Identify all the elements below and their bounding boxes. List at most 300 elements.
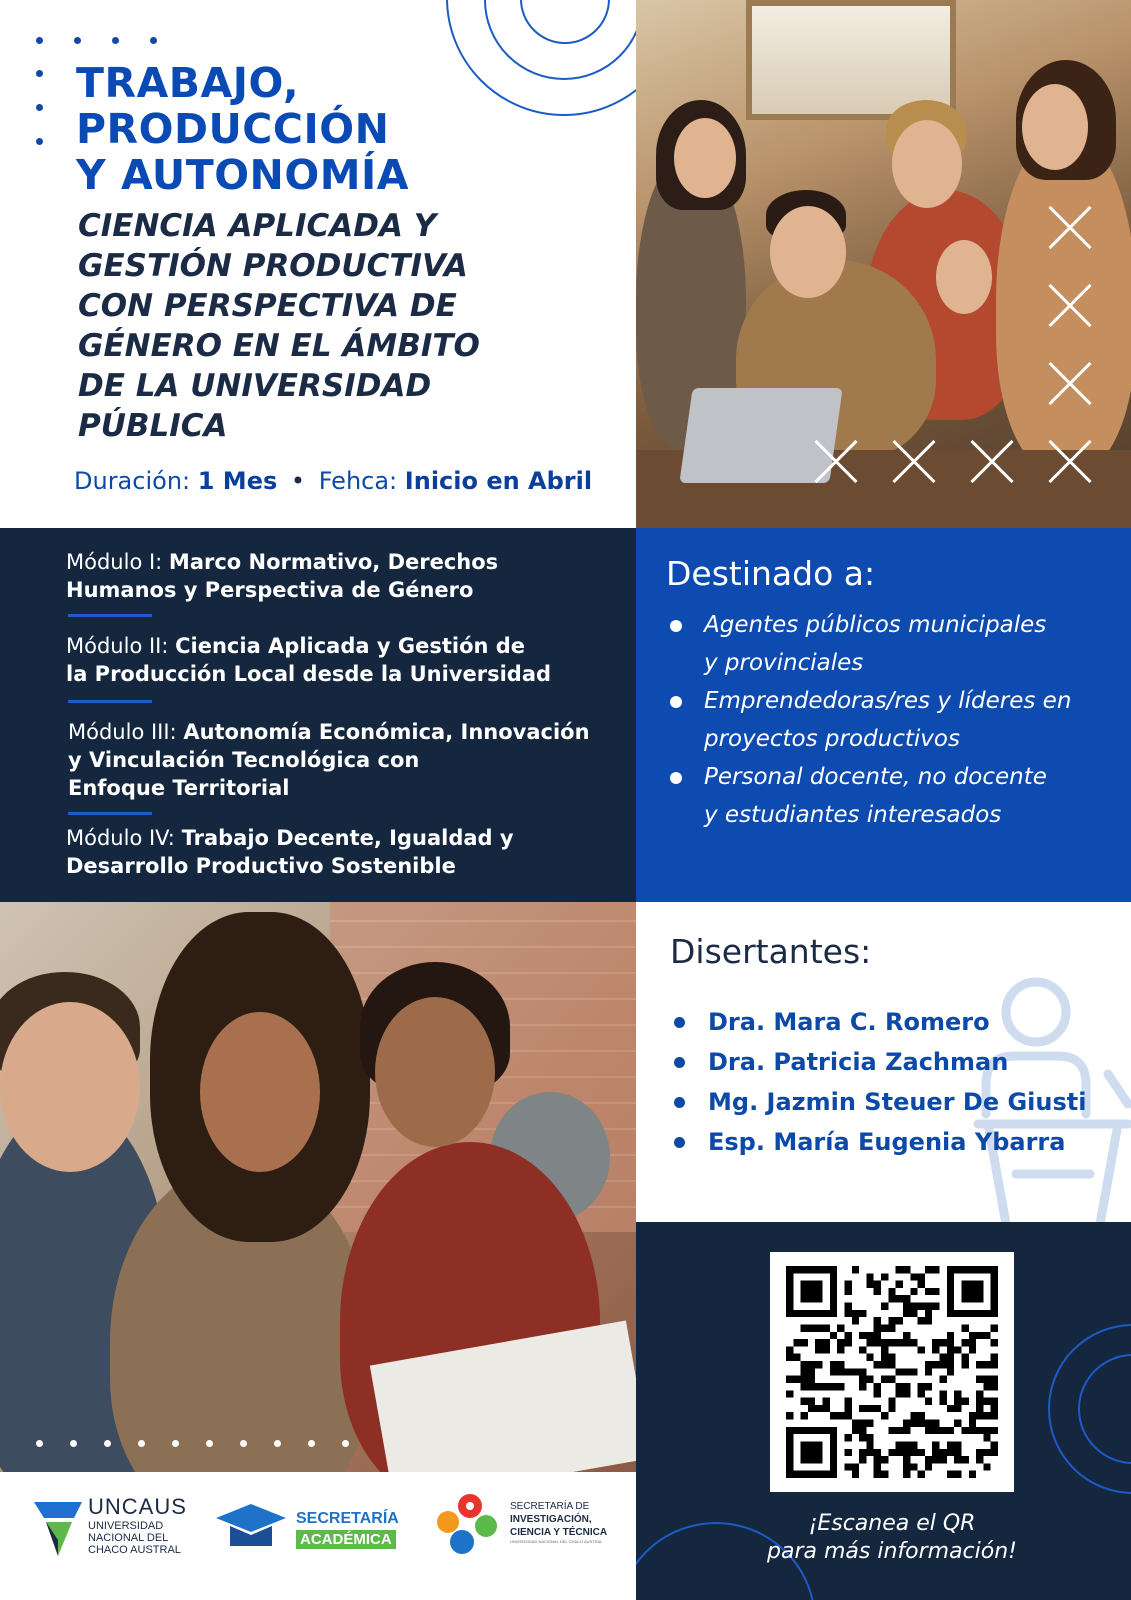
decor-dot (150, 37, 157, 44)
qr-module (991, 1441, 998, 1448)
qr-module (976, 1405, 983, 1412)
uncaus-subtitle: UNIVERSIDAD (88, 1520, 164, 1532)
qr-module (969, 1471, 976, 1478)
qr-module (940, 1390, 947, 1397)
decor-dot (70, 1440, 77, 1447)
qr-module (910, 1449, 917, 1456)
audience-line: Emprendedoras/res y líderes en (704, 688, 1072, 714)
qr-module (852, 1471, 859, 1478)
qr-module (844, 1281, 851, 1288)
qr-module (983, 1449, 990, 1456)
qr-module (903, 1339, 910, 1346)
qr-module (881, 1361, 888, 1368)
qr-module (866, 1332, 873, 1339)
qr-module (874, 1317, 881, 1324)
qr-module (844, 1368, 851, 1375)
decor-dot (206, 1440, 213, 1447)
qr-module (801, 1441, 823, 1463)
module-divider (68, 614, 152, 617)
qr-module (888, 1317, 895, 1324)
qr-module (918, 1281, 925, 1288)
qr-module (991, 1449, 998, 1456)
qr-module (881, 1456, 888, 1463)
module-title: Humanos y Perspectiva de Género (66, 578, 474, 602)
qr-module (859, 1420, 866, 1427)
qr-module (961, 1427, 968, 1434)
date-value: Inicio en Abril (404, 467, 593, 495)
qr-module (918, 1303, 925, 1310)
qr-module (940, 1427, 947, 1434)
qr-module (874, 1390, 881, 1397)
qr-module (991, 1398, 998, 1405)
module-title: Ciencia Aplicada y Gestión de (175, 634, 526, 658)
audience-list (666, 606, 1071, 834)
qr-module (888, 1339, 895, 1346)
qr-module (976, 1332, 983, 1339)
qr-module (925, 1303, 932, 1310)
qr-module (918, 1317, 925, 1324)
qr-module (888, 1361, 895, 1368)
subtitle-line: DE LA UNIVERSIDAD (78, 368, 432, 404)
qr-module (866, 1420, 873, 1427)
qr-module (874, 1361, 881, 1368)
qr-module (837, 1339, 844, 1346)
investigacion-bold: CIENCIA Y TÉCNICA (510, 1527, 608, 1538)
qr-module (866, 1449, 873, 1456)
decor-dot (36, 138, 43, 145)
qr-module (925, 1427, 932, 1434)
qr-module (881, 1346, 888, 1353)
qr-module (976, 1412, 983, 1419)
qr-module (888, 1405, 895, 1412)
decor-dot (138, 1440, 145, 1447)
qr-module (910, 1288, 917, 1295)
qr-module (969, 1346, 976, 1353)
qr-module (903, 1266, 910, 1273)
subtitle-line: CIENCIA APLICADA Y (78, 208, 437, 244)
qr-module (947, 1354, 954, 1361)
module-divider (68, 812, 152, 815)
qr-module (932, 1288, 939, 1295)
qr-module (844, 1405, 851, 1412)
qr-section (636, 1222, 1131, 1600)
module-label: Módulo III: (68, 720, 177, 744)
qr-module (976, 1398, 983, 1405)
decor-dot (240, 1440, 247, 1447)
qr-module (786, 1376, 793, 1383)
module-item (68, 718, 590, 802)
qr-module (815, 1324, 822, 1331)
qr-module (991, 1339, 998, 1346)
decor-dot (36, 104, 43, 111)
qr-module (903, 1420, 910, 1427)
photo-face (0, 1002, 140, 1172)
qr-module (852, 1317, 859, 1324)
qr-module (947, 1449, 954, 1456)
qr-module (969, 1339, 976, 1346)
module-title: Marco Normativo, Derechos (168, 550, 499, 574)
qr-module (947, 1368, 954, 1375)
academica-label: ACADÉMICA (296, 1530, 396, 1549)
uncaus-shield-icon (34, 1500, 84, 1558)
date-label: Fehca: (318, 467, 398, 495)
module-divider (68, 700, 152, 703)
subtitle-line: GÉNERO EN EL ÁMBITO (78, 328, 480, 364)
qr-module (961, 1456, 968, 1463)
course-meta (74, 467, 592, 495)
uncaus-subtitle: CHACO AUSTRAL (88, 1544, 181, 1556)
qr-module (932, 1449, 939, 1456)
qr-module (808, 1361, 815, 1368)
qr-module (903, 1383, 910, 1390)
module-label: Módulo II: (66, 634, 169, 658)
qr-module (925, 1456, 932, 1463)
subtitle-line: PÚBLICA (78, 408, 228, 444)
qr-module (903, 1463, 910, 1470)
qr-module (932, 1303, 939, 1310)
qr-module (991, 1412, 998, 1419)
qr-module (954, 1449, 961, 1456)
qr-module (874, 1281, 881, 1288)
photo-face (375, 997, 495, 1147)
qr-module (910, 1441, 917, 1448)
audience-section (636, 528, 1131, 902)
qr-module (954, 1390, 961, 1397)
qr-module (888, 1427, 895, 1434)
qr-module (947, 1471, 954, 1478)
qr-module (874, 1332, 881, 1339)
qr-module (844, 1288, 851, 1295)
decor-dot (308, 1440, 315, 1447)
audience-title: Destinado a: (666, 554, 876, 593)
qr-module (910, 1303, 917, 1310)
qr-code[interactable] (770, 1252, 1014, 1492)
qr-module (925, 1317, 932, 1324)
qr-module (932, 1266, 939, 1273)
qr-module (991, 1361, 998, 1368)
qr-module (896, 1295, 903, 1302)
qr-module (896, 1281, 903, 1288)
qr-module (823, 1324, 830, 1331)
qr-module (947, 1441, 954, 1448)
decor-x-icon (811, 438, 859, 486)
speaker-name: Esp. María Eugenia Ybarra (670, 1122, 1086, 1162)
qr-module (910, 1368, 917, 1375)
qr-module (888, 1354, 895, 1361)
qr-module (991, 1383, 998, 1390)
qr-caption (636, 1510, 1131, 1566)
qr-module (874, 1471, 881, 1478)
photo-face (770, 206, 846, 298)
qr-module (830, 1412, 837, 1419)
qr-module (910, 1463, 917, 1470)
qr-module (991, 1354, 998, 1361)
qr-module (954, 1471, 961, 1478)
qr-module (903, 1456, 910, 1463)
qr-module (918, 1420, 925, 1427)
module-title: y Vinculación Tecnológica con (68, 748, 420, 772)
qr-module (866, 1376, 873, 1383)
qr-module (801, 1383, 808, 1390)
qr-module (932, 1420, 939, 1427)
photo-face (936, 240, 992, 314)
qr-module (954, 1441, 961, 1448)
qr-module (969, 1427, 976, 1434)
qr-module (896, 1441, 903, 1448)
photo-face (674, 118, 736, 198)
qr-module (925, 1383, 932, 1390)
qr-module (954, 1456, 961, 1463)
qr-module (859, 1376, 866, 1383)
qr-module (961, 1361, 968, 1368)
investigacion-line (510, 1513, 607, 1526)
qr-module (866, 1273, 873, 1280)
qr-module (859, 1346, 866, 1353)
qr-module (859, 1456, 866, 1463)
decor-dot (274, 1440, 281, 1447)
qr-module (925, 1420, 932, 1427)
qr-module (786, 1346, 793, 1353)
qr-module (866, 1441, 873, 1448)
qr-module (903, 1303, 910, 1310)
qr-module (786, 1390, 793, 1397)
qr-module (844, 1449, 851, 1456)
qr-module (808, 1376, 815, 1383)
qr-module (925, 1310, 932, 1317)
duration-value: 1 Mes (197, 467, 278, 495)
qr-module (925, 1368, 932, 1375)
qr-module (961, 1281, 983, 1303)
qr-module (852, 1368, 859, 1375)
qr-module (830, 1383, 837, 1390)
qr-module (793, 1354, 800, 1361)
qr-module (903, 1427, 910, 1434)
speaker-name: Mg. Jazmin Steuer De Giusti (670, 1082, 1086, 1122)
qr-module (940, 1376, 947, 1383)
qr-module (815, 1405, 822, 1412)
qr-module (983, 1412, 990, 1419)
qr-module (910, 1412, 917, 1419)
investigacion-line: SECRETARÍA DE (510, 1501, 590, 1512)
qr-module (925, 1463, 932, 1470)
list-item (666, 758, 1071, 834)
qr-module (932, 1339, 939, 1346)
qr-module (866, 1281, 873, 1288)
qr-module (940, 1398, 947, 1405)
qr-module (969, 1420, 976, 1427)
qr-module (881, 1471, 888, 1478)
qr-module (808, 1324, 815, 1331)
module-label: Módulo IV: (66, 826, 175, 850)
qr-module (837, 1346, 844, 1353)
qr-module (866, 1405, 873, 1412)
qr-module (881, 1273, 888, 1280)
speakers-section (636, 902, 1131, 1222)
qr-module (903, 1332, 910, 1339)
qr-module (801, 1339, 808, 1346)
qr-module (983, 1332, 990, 1339)
qr-code-icon (784, 1266, 1000, 1478)
qr-module (859, 1405, 866, 1412)
qr-module (881, 1324, 888, 1331)
qr-module (991, 1405, 998, 1412)
qr-module (844, 1398, 851, 1405)
title-line: PRODUCCIÓN (76, 105, 390, 153)
qr-module (844, 1310, 851, 1317)
decor-x-icon (889, 438, 937, 486)
qr-module (947, 1339, 954, 1346)
qr-module (903, 1390, 910, 1397)
qr-module (976, 1390, 983, 1397)
logos-footer (0, 1472, 636, 1600)
qr-module (808, 1405, 815, 1412)
qr-module (969, 1332, 976, 1339)
decor-x-icon (1045, 360, 1093, 408)
qr-module (859, 1427, 866, 1434)
qr-module (793, 1339, 800, 1346)
qr-module (859, 1449, 866, 1456)
decor-dot (112, 37, 119, 44)
qr-module (961, 1398, 968, 1405)
qr-module (823, 1383, 830, 1390)
decor-dot (104, 1440, 111, 1447)
decor-x-icon (1045, 282, 1093, 330)
decor-dot (342, 1440, 349, 1447)
qr-module (976, 1361, 983, 1368)
photo-face (1022, 84, 1088, 170)
qr-caption-line: ¡Escanea el QR (808, 1511, 976, 1536)
qr-module (961, 1339, 968, 1346)
qr-module (881, 1412, 888, 1419)
qr-module (874, 1463, 881, 1470)
qr-module (874, 1405, 881, 1412)
qr-module (910, 1310, 917, 1317)
qr-module (874, 1288, 881, 1295)
qr-module (837, 1383, 844, 1390)
speakers-list (670, 1002, 1086, 1162)
qr-module (932, 1346, 939, 1353)
module-item (66, 824, 514, 880)
qr-module (910, 1420, 917, 1427)
speaker-name: Dra. Patricia Zachman (670, 1042, 1086, 1082)
modules-section (0, 528, 636, 902)
decor-x-icon (967, 438, 1015, 486)
qr-module (801, 1376, 808, 1383)
qr-module (815, 1346, 822, 1353)
qr-module (844, 1303, 851, 1310)
decor-dot (36, 70, 43, 77)
qr-module (837, 1412, 844, 1419)
list-item (666, 682, 1071, 758)
duration-label: Duración: (74, 467, 191, 495)
qr-module (852, 1420, 859, 1427)
subtitle-line: GESTIÓN PRODUCTIVA (78, 248, 468, 284)
qr-module (874, 1324, 881, 1331)
qr-module (823, 1398, 830, 1405)
qr-module (852, 1310, 859, 1317)
audience-line: y provinciales (704, 650, 864, 676)
qr-module (983, 1427, 990, 1434)
qr-module (815, 1383, 822, 1390)
qr-module (852, 1463, 859, 1470)
graduation-cap-icon (214, 1502, 288, 1552)
module-title: Enfoque Territorial (68, 776, 290, 800)
uncaus-subtitle: NACIONAL DEL (88, 1532, 169, 1544)
qr-module (830, 1368, 837, 1375)
qr-module (991, 1376, 998, 1383)
qr-module (991, 1324, 998, 1331)
qr-module (954, 1405, 961, 1412)
qr-module (837, 1324, 844, 1331)
audience-line: y estudiantes interesados (704, 802, 1002, 828)
audience-line: proyectos productivos (704, 726, 960, 752)
qr-module (786, 1412, 793, 1419)
qr-module (947, 1332, 954, 1339)
qr-module (888, 1295, 895, 1302)
qr-module (940, 1456, 947, 1463)
qr-module (976, 1449, 983, 1456)
decor-dot (36, 1440, 43, 1447)
page-title (76, 60, 409, 198)
qr-module (903, 1295, 910, 1302)
qr-module (896, 1266, 903, 1273)
qr-module (896, 1427, 903, 1434)
qr-module (823, 1346, 830, 1353)
qr-module (954, 1346, 961, 1353)
qr-module (801, 1361, 808, 1368)
qr-module (801, 1412, 808, 1419)
qr-module (844, 1434, 851, 1441)
qr-module (888, 1398, 895, 1405)
decor-x-icon (1045, 438, 1093, 486)
meta-separator: • (290, 467, 306, 495)
list-item (666, 606, 1071, 682)
investigacion-line (510, 1526, 607, 1539)
qr-module (888, 1376, 895, 1383)
qr-module (940, 1354, 947, 1361)
qr-module (859, 1368, 866, 1375)
qr-module (925, 1398, 932, 1405)
qr-module (925, 1266, 932, 1273)
qr-module (983, 1376, 990, 1383)
qr-module (830, 1361, 837, 1368)
qr-module (983, 1398, 990, 1405)
qr-module (918, 1390, 925, 1397)
qr-module (808, 1398, 815, 1405)
qr-module (808, 1368, 815, 1375)
subtitle-line: CON PERSPECTIVA DE (78, 288, 457, 324)
qr-module (976, 1427, 983, 1434)
module-title: Autonomía Económica, Innovación (183, 720, 590, 744)
qr-module (823, 1405, 830, 1412)
qr-module (983, 1383, 990, 1390)
qr-module (947, 1427, 954, 1434)
qr-module (903, 1368, 910, 1375)
module-title: Trabajo Decente, Igualdad y (181, 826, 514, 850)
qr-module (969, 1412, 976, 1419)
qr-module (947, 1361, 954, 1368)
secretaria-label: SECRETARÍA (296, 1510, 399, 1527)
qr-module (844, 1339, 851, 1346)
qr-module (874, 1449, 881, 1456)
qr-module (852, 1427, 859, 1434)
qr-module (815, 1339, 822, 1346)
qr-module (801, 1368, 808, 1375)
qr-module (881, 1354, 888, 1361)
team-photo (0, 902, 636, 1472)
investigacion-bold: INVESTIGACIÓN, (510, 1514, 592, 1525)
qr-module (801, 1324, 808, 1331)
